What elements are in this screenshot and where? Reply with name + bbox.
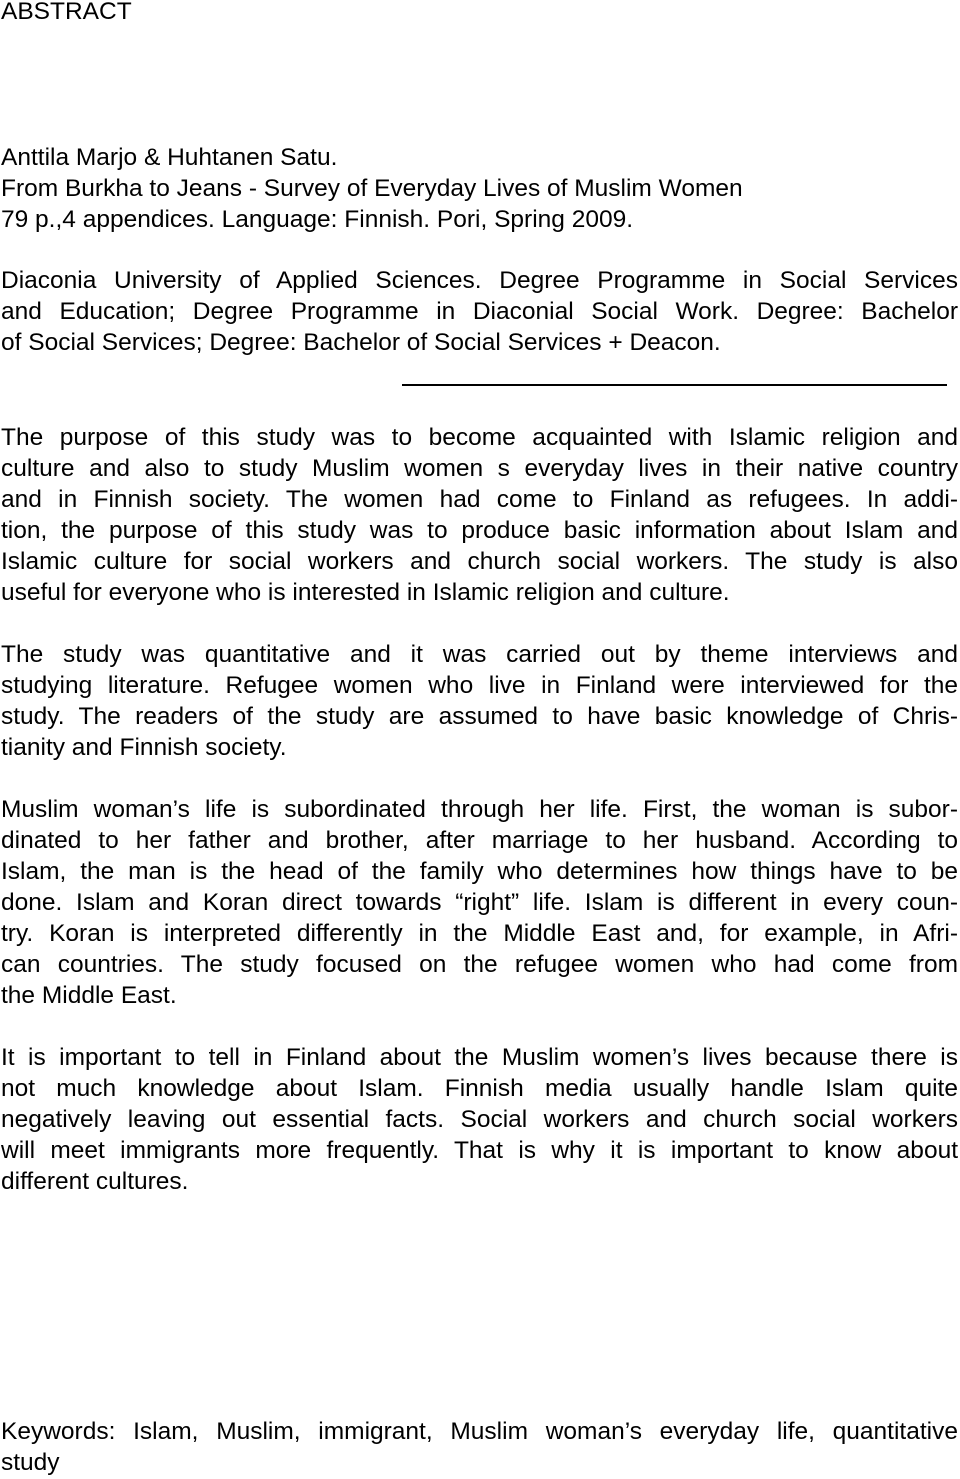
paragraph-line: useful for everyone who is interested in Islamic religion and culture. <box>1 579 730 606</box>
paragraph-line: different cultures. <box>1 1168 189 1195</box>
paragraph-line: The study was quantitative and it was carried out by theme interviews and <box>1 641 958 668</box>
paragraph-line: and in Finnish society. The women had come to Finland as refugees. In addi- <box>1 486 958 513</box>
page-heading: ABSTRACT <box>1 0 132 25</box>
paragraph-line: Islam, the man is the head of the family who determines how things have to be <box>1 858 958 885</box>
paragraph-line: studying literature. Refugee women who live in Finland were interviewed for the <box>1 672 958 699</box>
thesis-details-line: 79 p.,4 appendices. Language: Finnish. Pori, Spring 2009. <box>1 206 633 233</box>
authors-line: Anttila Marjo & Huhtanen Satu. <box>1 144 338 171</box>
keywords-line: study <box>1 1449 60 1476</box>
paragraph-line: dinated to her father and brother, after marriage to her husband. According to <box>1 827 958 854</box>
paragraph-line: tion, the purpose of this study was to produce basic information about Islam and <box>1 517 958 544</box>
paragraph-line: tianity and Finnish society. <box>1 734 287 761</box>
paragraph-line: It is important to tell in Finland about the Muslim women’s lives because there is <box>1 1044 958 1071</box>
keywords-line: Keywords: Islam, Muslim, immigrant, Muslim woman’s everyday life, quantitative <box>1 1418 958 1445</box>
paragraph-line: Muslim woman’s life is subordinated through her life. First, the woman is subor- <box>1 796 958 823</box>
paragraph-line: culture and also to study Muslim women s everyday lives in their native country <box>1 455 958 482</box>
paragraph-line: try. Koran is interpreted differently in the Middle East and, for example, in Afri- <box>1 920 958 947</box>
institution-line: of Social Services; Degree: Bachelor of Social Services + Deacon. <box>1 329 721 356</box>
thesis-title-line: From Burkha to Jeans - Survey of Everyday Lives of Muslim Women <box>1 175 743 202</box>
paragraph-line: the Middle East. <box>1 982 177 1009</box>
paragraph-line: study. The readers of the study are assumed to have basic knowledge of Chris- <box>1 703 958 730</box>
institution-line: and Education; Degree Programme in Diaconial Social Work. Degree: Bachelor <box>1 298 958 325</box>
institution-line: Diaconia University of Applied Sciences. Degree Programme in Social Services <box>1 267 958 294</box>
paragraph-line: The purpose of this study was to become acquainted with Islamic religion and <box>1 424 958 451</box>
paragraph-line: not much knowledge about Islam. Finnish media usually handle Islam quite <box>1 1075 958 1102</box>
paragraph-line: done. Islam and Koran direct towards “right” life. Islam is different in every coun- <box>1 889 958 916</box>
paragraph-line: can countries. The study focused on the refugee women who had come from <box>1 951 958 978</box>
paragraph-line: negatively leaving out essential facts. Social workers and church social workers <box>1 1106 958 1133</box>
paragraph-line: will meet immigrants more frequently. That is why it is important to know about <box>1 1137 958 1164</box>
separator-rule <box>402 384 947 386</box>
paragraph-line: Islamic culture for social workers and church social workers. The study is also <box>1 548 958 575</box>
